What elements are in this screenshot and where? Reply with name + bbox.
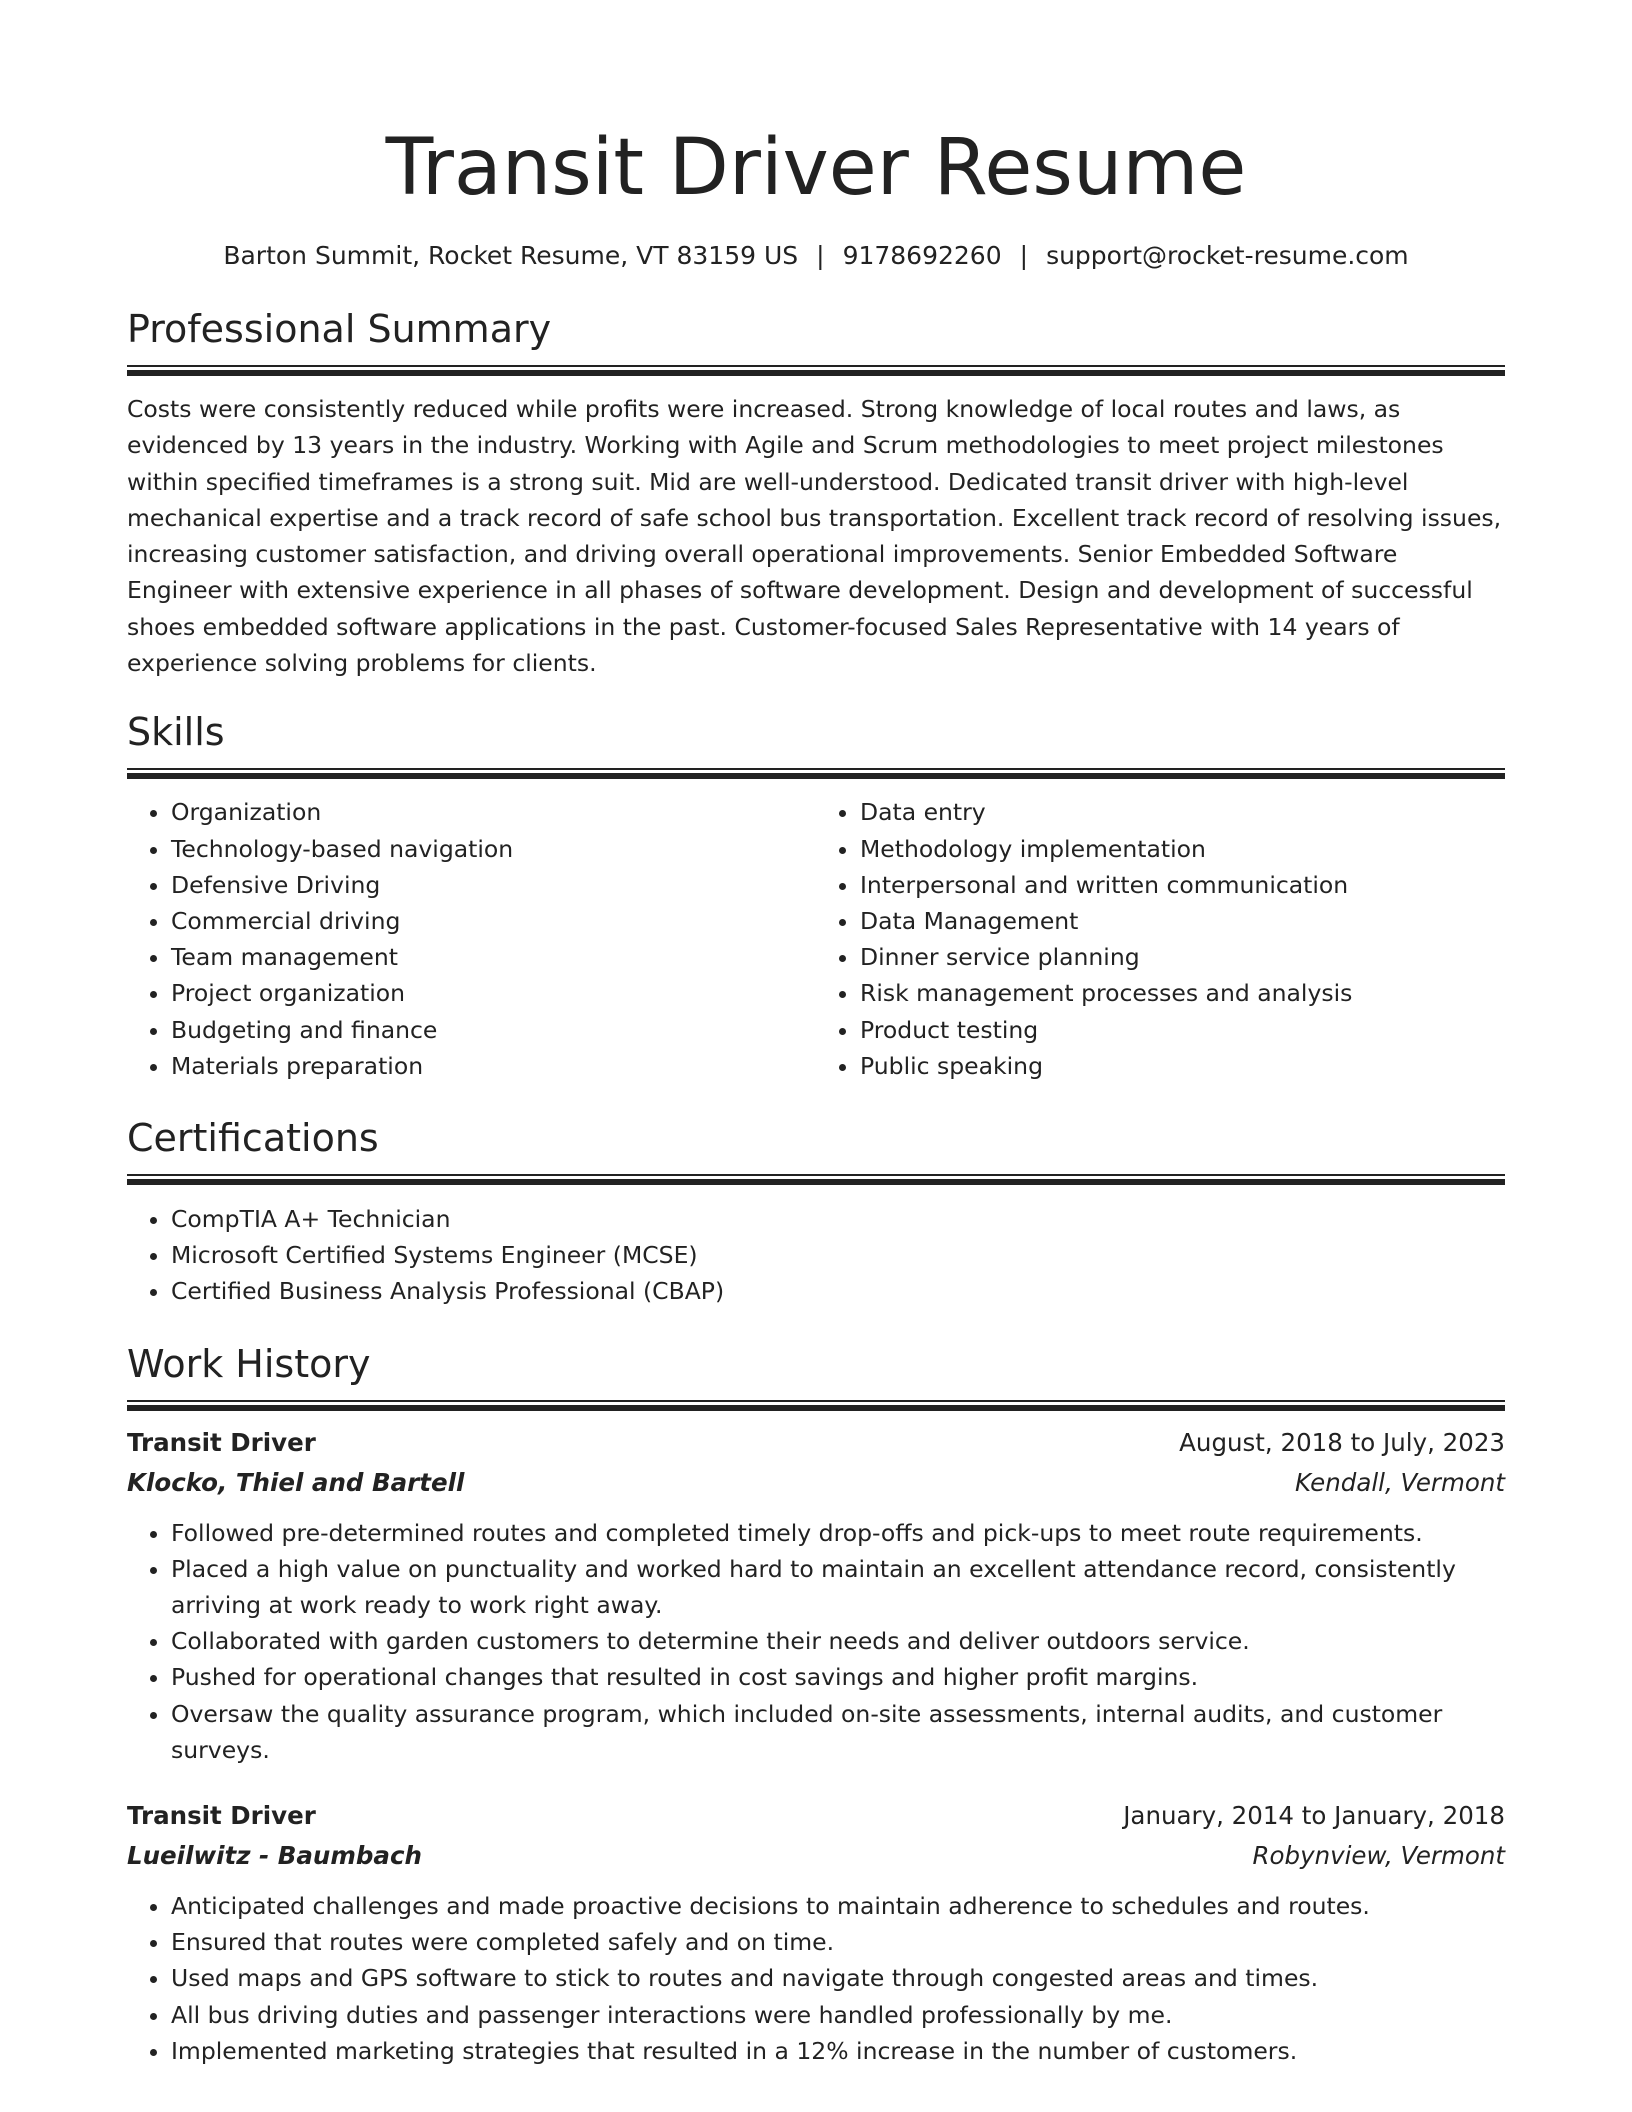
job-entry xyxy=(127,1796,1505,2069)
skills-grid xyxy=(127,794,1505,1084)
job-subheader xyxy=(127,1463,1505,1503)
summary-section xyxy=(127,305,1505,681)
job-bullet: • Pushed for operational changes that resulted in cost savings and higher profit margins. xyxy=(171,1659,1505,1695)
certifications-section xyxy=(127,1114,1505,1310)
skill-item: • Data Management xyxy=(860,903,1505,939)
job-company: Klocko, Thiel and Bartell xyxy=(127,1467,465,1497)
job-header xyxy=(127,1796,1505,1836)
contact-separator: | xyxy=(816,241,825,270)
contact-line xyxy=(127,238,1505,274)
job-bullet: • Placed a high value on punctuality and worked hard to maintain an excellent attendance record, consistently arriving at work ready to work right away. xyxy=(171,1551,1505,1623)
section-heading-certifications: Certifications xyxy=(127,1116,379,1160)
job-bullet: • Used maps and GPS software to stick to routes and navigate through congested areas and times. xyxy=(171,1960,1505,1996)
section-heading-work-history: Work History xyxy=(127,1341,371,1386)
certification-item: • CompTIA A+ Technician xyxy=(171,1201,1505,1237)
skill-item: • Product testing xyxy=(860,1012,1505,1048)
job-dates: January, 2014 to January, 2018 xyxy=(1123,1801,1505,1831)
section-divider xyxy=(127,1400,1505,1411)
contact-email: support@rocket-resume.com xyxy=(1046,241,1409,270)
section-divider xyxy=(127,768,1505,779)
skill-item: • Public speaking xyxy=(860,1048,1505,1084)
section-heading-summary: Professional Summary xyxy=(127,307,552,351)
job-bullet: • Ensured that routes were completed safely and on time. xyxy=(171,1924,1505,1960)
section-divider xyxy=(127,1174,1505,1185)
certifications-list xyxy=(127,1201,1505,1310)
skill-item: • Defensive Driving xyxy=(171,867,816,903)
job-subheader xyxy=(127,1836,1505,1876)
job-bullet: • Anticipated challenges and made proactive decisions to maintain adherence to schedules and routes. xyxy=(171,1888,1505,1924)
job-bullet: • Implemented marketing strategies that resulted in a 12% increase in the number of customers. xyxy=(171,2033,1505,2069)
job-company: Lueilwitz - Baumbach xyxy=(127,1841,422,1871)
job-location: Robynview, Vermont xyxy=(1252,1841,1505,1871)
resume-title: Transit Driver Resume xyxy=(385,123,1247,213)
job-bullet: • Followed pre-determined routes and completed timely drop-offs and pick-ups to meet route requirements. xyxy=(171,1515,1505,1551)
job-bullet: • Collaborated with garden customers to determine their needs and deliver outdoors service. xyxy=(171,1623,1505,1659)
job-bullet: • Oversaw the quality assurance program, which included on-site assessments, internal audits, and customer surveys. xyxy=(171,1696,1505,1768)
section-divider xyxy=(127,365,1505,376)
skill-item: • Budgeting and finance xyxy=(171,1012,816,1048)
section-heading-skills: Skills xyxy=(127,710,225,755)
skill-item: • Team management xyxy=(171,939,816,975)
skills-section xyxy=(127,708,1505,1084)
skill-item: • Project organization xyxy=(171,975,816,1011)
job-title: Transit Driver xyxy=(127,1427,316,1457)
skill-item: • Technology-based navigation xyxy=(171,831,816,867)
certification-item: • Certified Business Analysis Professional (CBAP) xyxy=(171,1273,1505,1309)
job-entry xyxy=(127,1423,1505,1768)
skills-list-right xyxy=(816,794,1505,1084)
work-history-section xyxy=(127,1340,1505,2069)
job-dates: August, 2018 to July, 2023 xyxy=(1179,1427,1505,1457)
job-header xyxy=(127,1423,1505,1463)
job-location: Kendall, Vermont xyxy=(1294,1467,1505,1497)
job-bullet: • All bus driving duties and passenger interactions were handled professionally by me. xyxy=(171,1997,1505,2033)
contact-address: Barton Summit, Rocket Resume, VT 83159 US xyxy=(223,241,799,270)
job-title: Transit Driver xyxy=(127,1801,316,1831)
skill-item: • Commercial driving xyxy=(171,903,816,939)
skill-item: • Methodology implementation xyxy=(860,831,1505,867)
job-bullets xyxy=(127,1888,1505,2069)
skill-item: • Dinner service planning xyxy=(860,939,1505,975)
contact-separator: | xyxy=(1019,241,1029,270)
skills-list-left xyxy=(127,794,816,1084)
summary-text: Costs were consistently reduced while profits were increased. Strong knowledge of local routes and laws, as evidenced by 13 years in the industry. Working with Agile and Scrum methodologies to meet project milestones within specified timeframes is a strong suit. Mid are well-understood. Dedicated transit driver with high-level mechanical expertise and a track record of safe school bus transportation. Excellent track record of resolving issues, increasing customer satisfaction, and driving overall operational improvements. Senior Embedded Software Engineer with extensive experience in all phases of software development. Design and development of successful shoes embedded software applications in the past. Customer-focused Sales Representative with 14 years of experience solving problems for clients. xyxy=(127,395,1502,678)
skill-item: • Organization xyxy=(171,794,816,830)
skill-item: • Risk management processes and analysis xyxy=(860,975,1505,1011)
job-bullets xyxy=(127,1515,1505,1768)
certification-item: • Microsoft Certified Systems Engineer (MCSE) xyxy=(171,1237,1505,1273)
skill-item: • Materials preparation xyxy=(171,1048,816,1084)
skill-item: • Data entry xyxy=(860,794,1505,830)
skill-item: • Interpersonal and written communication xyxy=(860,867,1505,903)
contact-phone: 9178692260 xyxy=(842,241,1002,270)
